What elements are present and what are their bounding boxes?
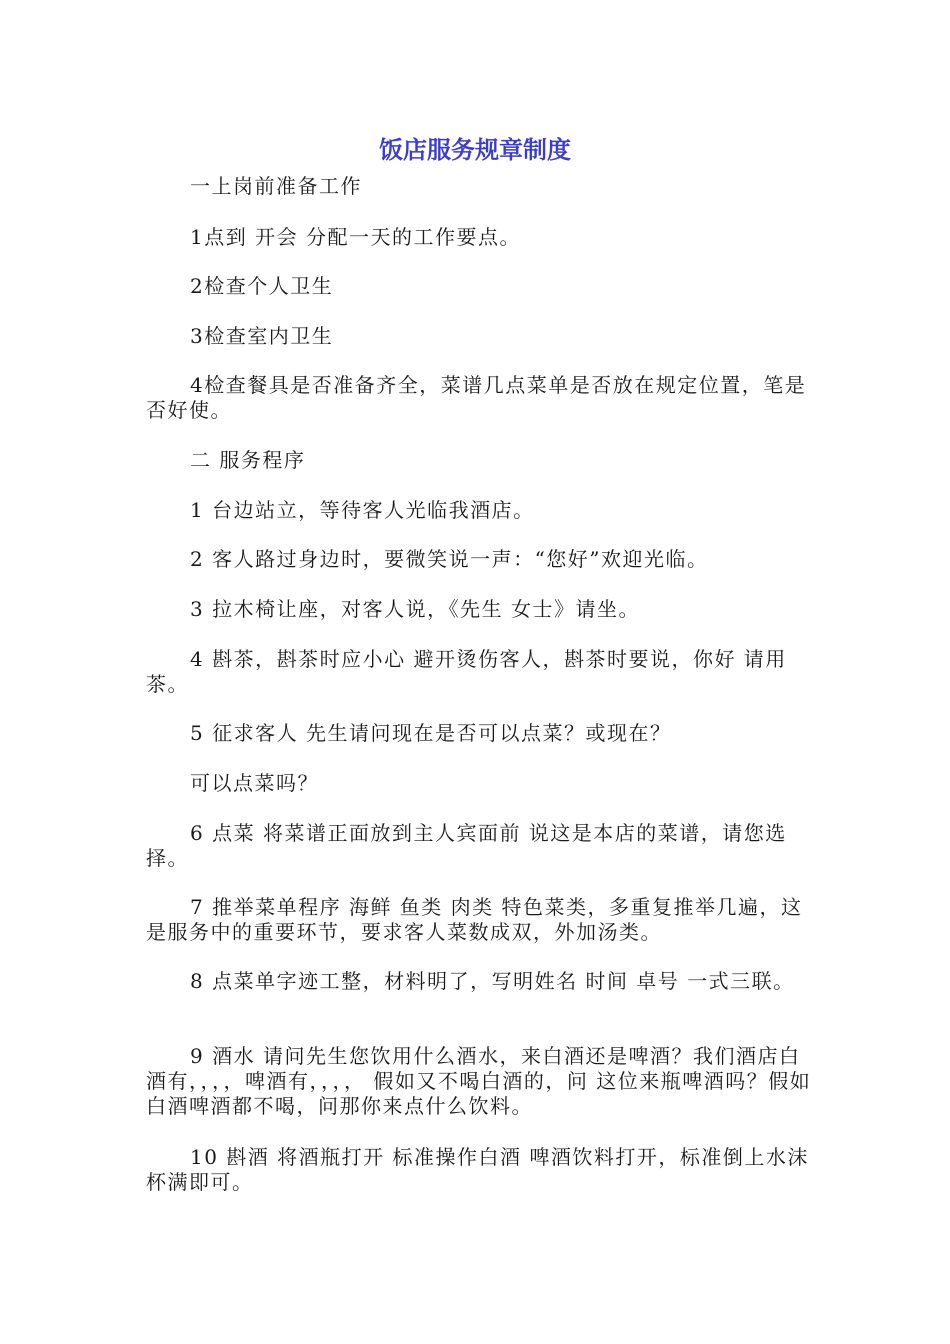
paragraph: 3检查室内卫生	[190, 324, 334, 348]
section-heading-service: 二 服务程序	[190, 448, 306, 472]
paragraph: 1 台边站立，等待客人光临我酒店。	[190, 498, 535, 522]
paragraph: 4 斟茶，斟茶时应小心 避开烫伤客人，斟茶时要说，你好 请用茶。	[146, 647, 787, 696]
paragraph: 8 点菜单字迹工整，材料明了，写明姓名 时间 卓号 一式三联。	[190, 969, 795, 993]
paragraph: 7 推举菜单程序 海鲜 鱼类 肉类 特色菜类，多重复推举几遍，这是服务中的重要环节，要求客人菜数成双，外加汤类。	[146, 895, 803, 944]
paragraph: 2检查个人卫生	[190, 274, 334, 298]
section-heading-preparation: 一上岗前准备工作	[190, 174, 362, 198]
document-title: 饭店服务规章制度	[379, 136, 571, 164]
paragraph: 9 酒水 请问先生您饮用什么酒水，来白酒还是啤酒？我们酒店白酒有，，，，啤酒有，，，， 假如又不喝白酒的，问 这位来瓶啤酒吗？假如白酒啤酒都不喝，问那你来点什么饮料。	[146, 1044, 812, 1118]
paragraph: 6 点菜 将菜谱正面放到主人宾面前 说这是本店的菜谱，请您选择。	[146, 821, 787, 870]
paragraph: 10 斟酒 将酒瓶打开 标准操作白酒 啤酒饮料打开，标准倒上水沫杯满即可。	[146, 1145, 809, 1194]
paragraph: 3 拉木椅让座，对客人说，《先生 女士》请坐。	[190, 597, 640, 621]
paragraph: 4检查餐具是否准备齐全，菜谱几点菜单是否放在规定位置，笔是否好使。	[146, 373, 807, 422]
paragraph: 2 客人路过身边时，要微笑说一声：“您好”欢迎光临。	[190, 547, 709, 571]
paragraph: 1点到 开会 分配一天的工作要点。	[190, 225, 521, 249]
paragraph: 可以点菜吗？	[190, 771, 319, 795]
paragraph: 5 征求客人 先生请问现在是否可以点菜？或现在？	[190, 721, 672, 745]
